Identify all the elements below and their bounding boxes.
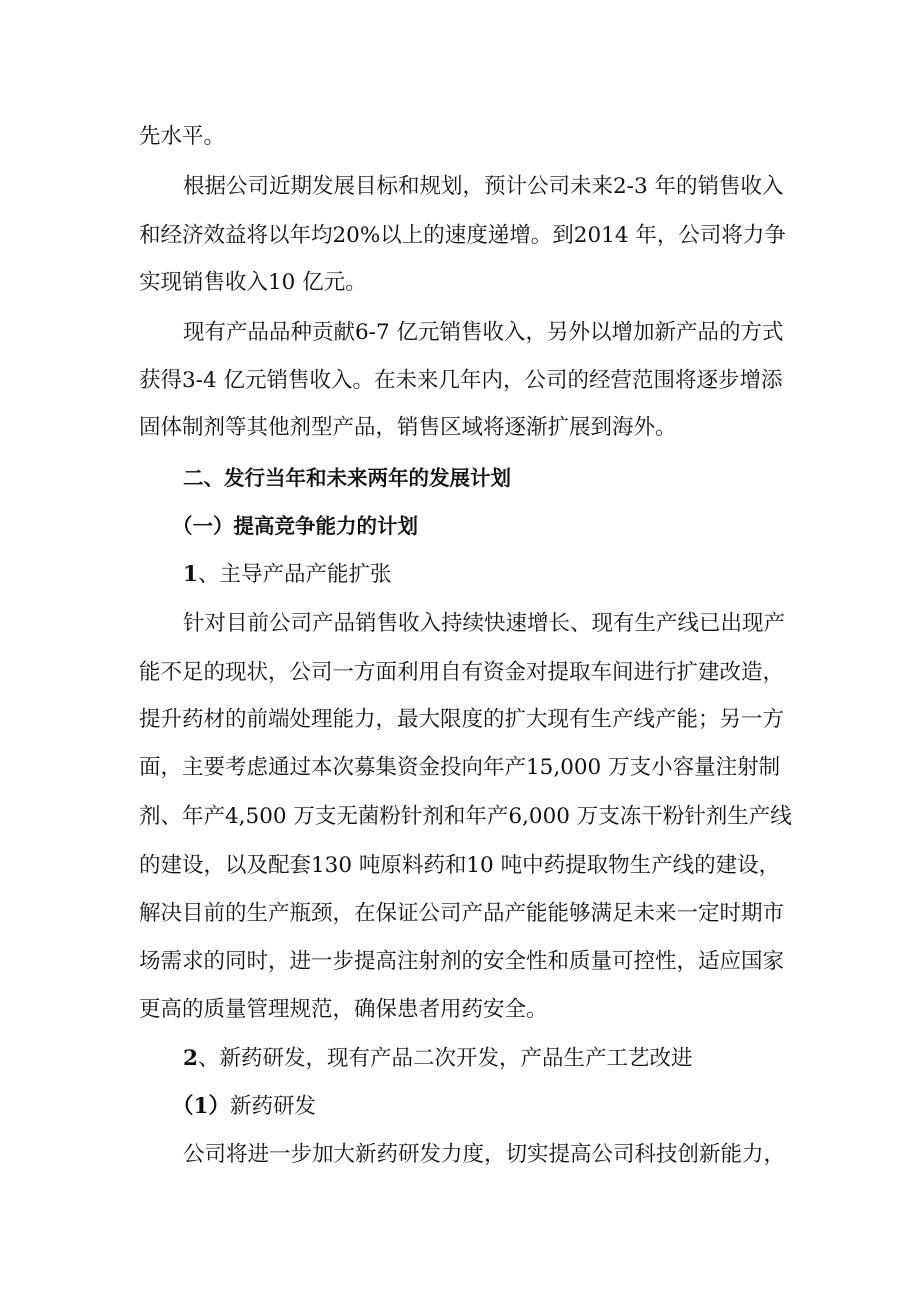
item-heading-2 [183,1044,692,1074]
paragraph-capacity-line-6: 的建设，以及配套130 吨原料药和10 吨中药提取物生产线的建设， [139,853,781,878]
paragraph-products-line-2: 获得3-4 亿元销售收入。在未来几年内，公司的经营范围将逐步增添 [139,368,783,393]
paragraph-products-line-3: 固体制剂等其他剂型产品，销售区域将逐渐扩展到海外。 [139,415,677,440]
item-heading-1-text: 、主导产品产能扩张 [197,562,392,587]
paragraph-sales-target-line-2: 和经济效益将以年均20%以上的速度递增。到2014 年，公司将力争 [139,223,786,248]
paragraph-capacity-line-8: 场需求的同时，进一步提高注射剂的安全性和质量可控性，适应国家 [139,949,785,974]
item-subheading-number: （1） [172,1094,230,1119]
paragraph-rnd-line-1: 公司将进一步加大新药研发力度，切实提高公司科技创新能力， [183,1142,786,1167]
item-heading-2-number: 2 [183,1046,198,1071]
paragraph-capacity-line-4: 面，主要考虑通过本次募集资金投向年产15,000 万支小容量注射制 [139,755,781,780]
paragraph-sales-target-line-3: 实现销售收入10 亿元。 [139,270,367,295]
paragraph-capacity-line-3: 提升药材的前端处理能力，最大限度的扩大现有生产线产能；另一方 [139,707,785,732]
section-heading: 二、发行当年和未来两年的发展计划 [183,466,511,490]
paragraph-products-line-1: 现有产品品种贡献6-7 亿元销售收入，另外以增加新产品的方式 [183,320,784,345]
item-heading-1 [183,560,391,590]
paragraph-capacity-line-9: 更高的质量管理规范，确保患者用药安全。 [139,997,548,1022]
paragraph-continuation: 先水平。 [139,124,226,149]
paragraph-sales-target-line-1: 根据公司近期发展目标和规划，预计公司未来2-3 年的销售收入 [183,174,784,199]
item-heading-1-number: 1 [183,562,198,587]
paragraph-capacity-line-7: 解决目前的生产瓶颈，在保证公司产品产能能够满足未来一定时期市 [139,901,785,926]
paragraph-capacity-line-2: 能不足的现状，公司一方面利用自有资金对提取车间进行扩建改造， [139,660,785,685]
paragraph-capacity-line-5: 剂、年产4,500 万支无菌粉针剂和年产6,000 万支冻干粉针剂生产线 [139,804,792,829]
item-heading-2-text: 、新药研发，现有产品二次开发，产品生产工艺改进 [197,1046,693,1071]
paragraph-capacity-line-1: 针对目前公司产品销售收入持续快速增长、现有生产线已出现产 [183,611,786,636]
subsection-heading: （一）提高竞争能力的计划 [172,514,418,538]
item-subheading-text: 新药研发 [229,1094,316,1119]
item-subheading [172,1092,316,1122]
